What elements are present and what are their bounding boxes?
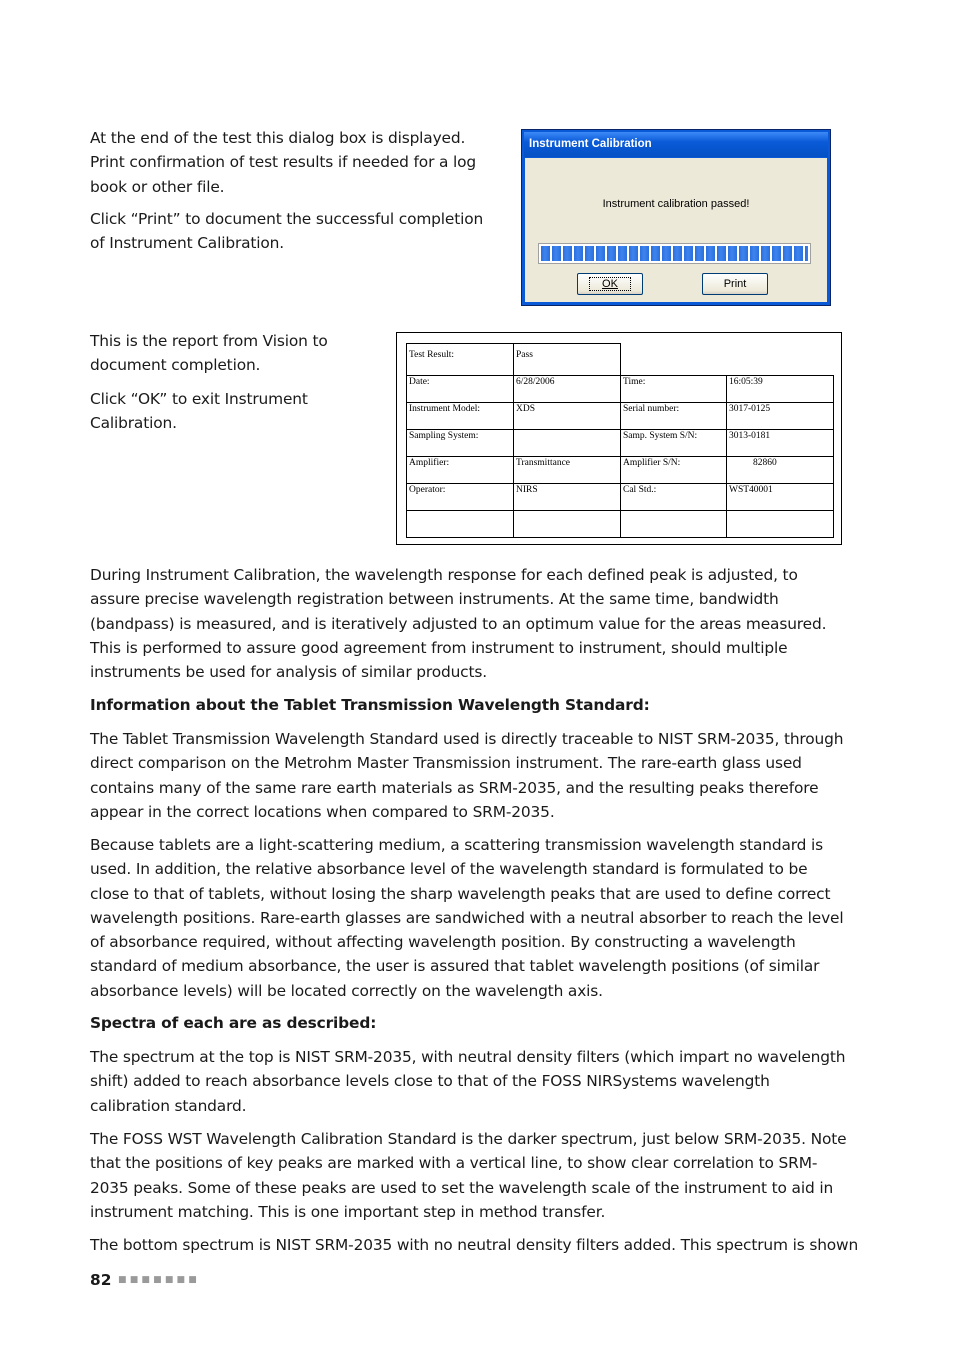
row-label-left: Amplifier:	[409, 458, 450, 468]
ok-button[interactable]	[577, 273, 643, 295]
row-value-left: Transmittance	[516, 458, 571, 468]
calibration-report	[396, 332, 842, 545]
dialog-message: Instrument calibration passed!	[602, 198, 750, 210]
body-paragraph-5: The FOSS WST Wavelength Calibration Standard is the darker spectrum, just below SRM-2035. Note that the positions of key peaks are marked with a vertical line, to show clear correlation to SRM-2035 peaks. Some of these peaks are used to set the wavelength scale of the instrument to aid in instrument matching. This is one important step in method transfer.	[90, 1130, 847, 1221]
page-dots-decoration: ■■■■■■■	[118, 1275, 200, 1285]
row-label-right: Amplifier S/N:	[623, 458, 681, 468]
row-value-right: WST40001	[729, 485, 773, 495]
report-intro-paragraph-2: Click “OK” to exit Instrument Calibration.	[90, 390, 308, 433]
body-paragraph-3: Because tablets are a light-scattering medium, a scattering transmission wavelength standard is used. In addition, the relative absorbance level of the wavelength standard is formulated to be close to that of tablets, without losing the sharp wavelength peaks that are used to define correct wavelength positions. Rare-earth glasses are sandwiched with a neutral absorber to reach the level of absorbance required, without affecting wavelength position. By constructing a wavelength standard of medium absorbance, the user is assured that tablet wavelength positions (of similar absorbance levels) will be located correctly on the wavelength axis.	[90, 836, 844, 1000]
row-value-right: 3013-0181	[729, 431, 771, 441]
row-label-right: Serial number:	[623, 404, 680, 414]
row-value-left: XDS	[516, 404, 536, 414]
row-value-left	[514, 425, 516, 431]
row-label-left: Instrument Model:	[409, 404, 480, 414]
dialog-body	[525, 158, 827, 302]
test-result-label: Test Result:	[409, 350, 454, 360]
row-value-right: 16:05:39	[729, 377, 763, 387]
body-paragraph-2: The Tablet Transmission Wavelength Standard used is directly traceable to NIST SRM-2035, through direct comparison on the Metrohm Master Transmission instrument. The rare-earth glass used contains many of the same rare earth materials as SRM-2035, and the resulting peaks therefore appear in the correct locations when compared to SRM-2035.	[90, 730, 844, 821]
dialog-title-bar: Instrument Calibration	[524, 132, 828, 157]
row-value-left: 6/28/2006	[516, 377, 555, 387]
section-heading-tablet-standard: Information about the Tablet Transmission Wavelength Standard:	[90, 696, 650, 714]
row-label-right: Time:	[623, 377, 646, 387]
calibration-progress-bar	[538, 243, 811, 264]
progress-fill	[541, 246, 808, 261]
row-label-right: Samp. System S/N:	[623, 431, 698, 441]
intro-paragraph-1: At the end of the test this dialog box is displayed. Print confirmation of test results if needed for a log book or other file.	[90, 129, 477, 196]
row-label-left: Sampling System:	[409, 431, 479, 441]
body-paragraph-1: During Instrument Calibration, the wavelength response for each defined peak is adjusted, to assure precise wavelength registration between instruments. At the same time, bandwidth (bandpass) is measured, and is iteratively adjusted to an optimum value for the areas measured. This is performed to assure good agreement from instrument to instrument, should multiple instruments be used for analysis of similar products.	[90, 566, 827, 682]
row-value-right: 82860	[753, 458, 777, 468]
row-label-left: Operator:	[409, 485, 446, 495]
body-paragraph-4: The spectrum at the top is NIST SRM-2035, with neutral density filters (which impart no wavelength shift) added to reach absorbance levels close to that of the FOSS NIRSystems wavelength calibration standard.	[90, 1048, 846, 1115]
row-value-left: NIRS	[516, 485, 538, 495]
print-button[interactable]: Print	[702, 273, 768, 295]
row-label-right: Cal Std.:	[623, 485, 657, 495]
ok-button-label: OK	[589, 277, 631, 291]
row-value-right: 3017-0125	[729, 404, 771, 414]
report-intro-paragraph-1: This is the report from Vision to document completion.	[90, 332, 328, 375]
page-number: 82	[90, 1271, 112, 1289]
row-label-left: Date:	[409, 377, 430, 387]
body-paragraph-6: The bottom spectrum is NIST SRM-2035 with no neutral density filters added. This spectrum is shown	[90, 1236, 859, 1254]
instrument-calibration-dialog	[521, 129, 831, 306]
section-heading-spectra: Spectra of each are as described:	[90, 1014, 377, 1032]
intro-paragraph-2: Click “Print” to document the successful completion of Instrument Calibration.	[90, 210, 484, 253]
test-result-value: Pass	[516, 350, 533, 360]
